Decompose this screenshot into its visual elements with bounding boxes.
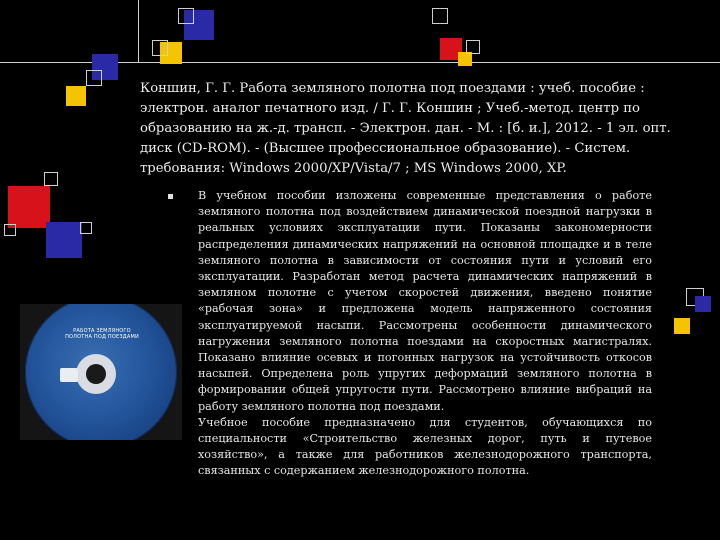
decor-square-outline xyxy=(4,224,16,236)
bullet-icon xyxy=(168,194,173,199)
bullet-text: Учебное пособие предназначено для студентов, обучающихся по специальности «Строительство железных дорог, путь и путевое хозяйство», а также для работников железнодорожного транспорта, связанных с содержанием железнодорожного полотна. xyxy=(198,415,652,478)
citation-text: Коншин, Г. Г. Работа земляного полотна под поездами : учеб. пособие : электрон. аналог печатного изд. / Г. Г. Коншин ; Учеб.-метод. центр по образованию на ж.-д. трансп. - Электрон. дан. - М. : [б. и.], 2012. - 1 эл. опт. диск (CD-ROM). - (Высшее профессиональное образование). - Систем. требования: Windows 2000/XP/Vista/7 ; MS Windows 2000, XP. xyxy=(140,81,671,176)
decor-square-yellow xyxy=(66,86,86,106)
disc-label: РАБОТА ЗЕМЛЯНОГО ПОЛОТНА ПОД ПОЕЗДАМИ xyxy=(65,328,139,340)
decor-square-outline xyxy=(178,8,194,24)
description-list xyxy=(168,188,652,480)
decor-square-red xyxy=(8,186,50,228)
decor-square-outline xyxy=(432,8,448,24)
decor-square-outline xyxy=(80,222,92,234)
bullet-text: В учебном пособии изложены современные представления о работе земляного полотна под воздействием динамической поездной нагрузки в реальных условиях эксплуатации пути. Показаны закономерности распределения динамических напряжений на основной площадке и в теле земляного полотна в зависимости от состояния пути и условий его эксплуатации. Разработан метод расчета динамических напряжений в земляном полотне с учетом скоростей движения, введено понятие «рабочая зона» и предложена модель напряженного состояния эксплуатируемой насыпи. Рассмотрены особенности динамического нагружения земляного полотна поездами на скоростных магистралях. Показано влияние осевых и погонных нагрузок на устойчивость откосов насыпей. Определена роль упругих деформаций земляного полотна в формировании общей упругости пути. Рассмотрено влияние вибраций на работу земляного полотна под поездами. xyxy=(198,189,652,413)
list-item xyxy=(168,188,652,415)
decor-square-outline xyxy=(86,70,102,86)
decor-square-outline xyxy=(466,40,480,54)
decor-square-yellow xyxy=(674,318,690,334)
list-item xyxy=(168,415,652,480)
decor-square-outline xyxy=(44,172,58,186)
decor-square-outline xyxy=(152,40,168,56)
disc-hole xyxy=(86,364,106,384)
cd-disc-image xyxy=(20,304,182,440)
decor-square-yellow xyxy=(458,52,472,66)
decor-square-blue xyxy=(46,222,82,258)
decor-line-left xyxy=(138,0,139,62)
publisher-logo-icon xyxy=(60,368,78,382)
decor-square-blue xyxy=(695,296,711,312)
